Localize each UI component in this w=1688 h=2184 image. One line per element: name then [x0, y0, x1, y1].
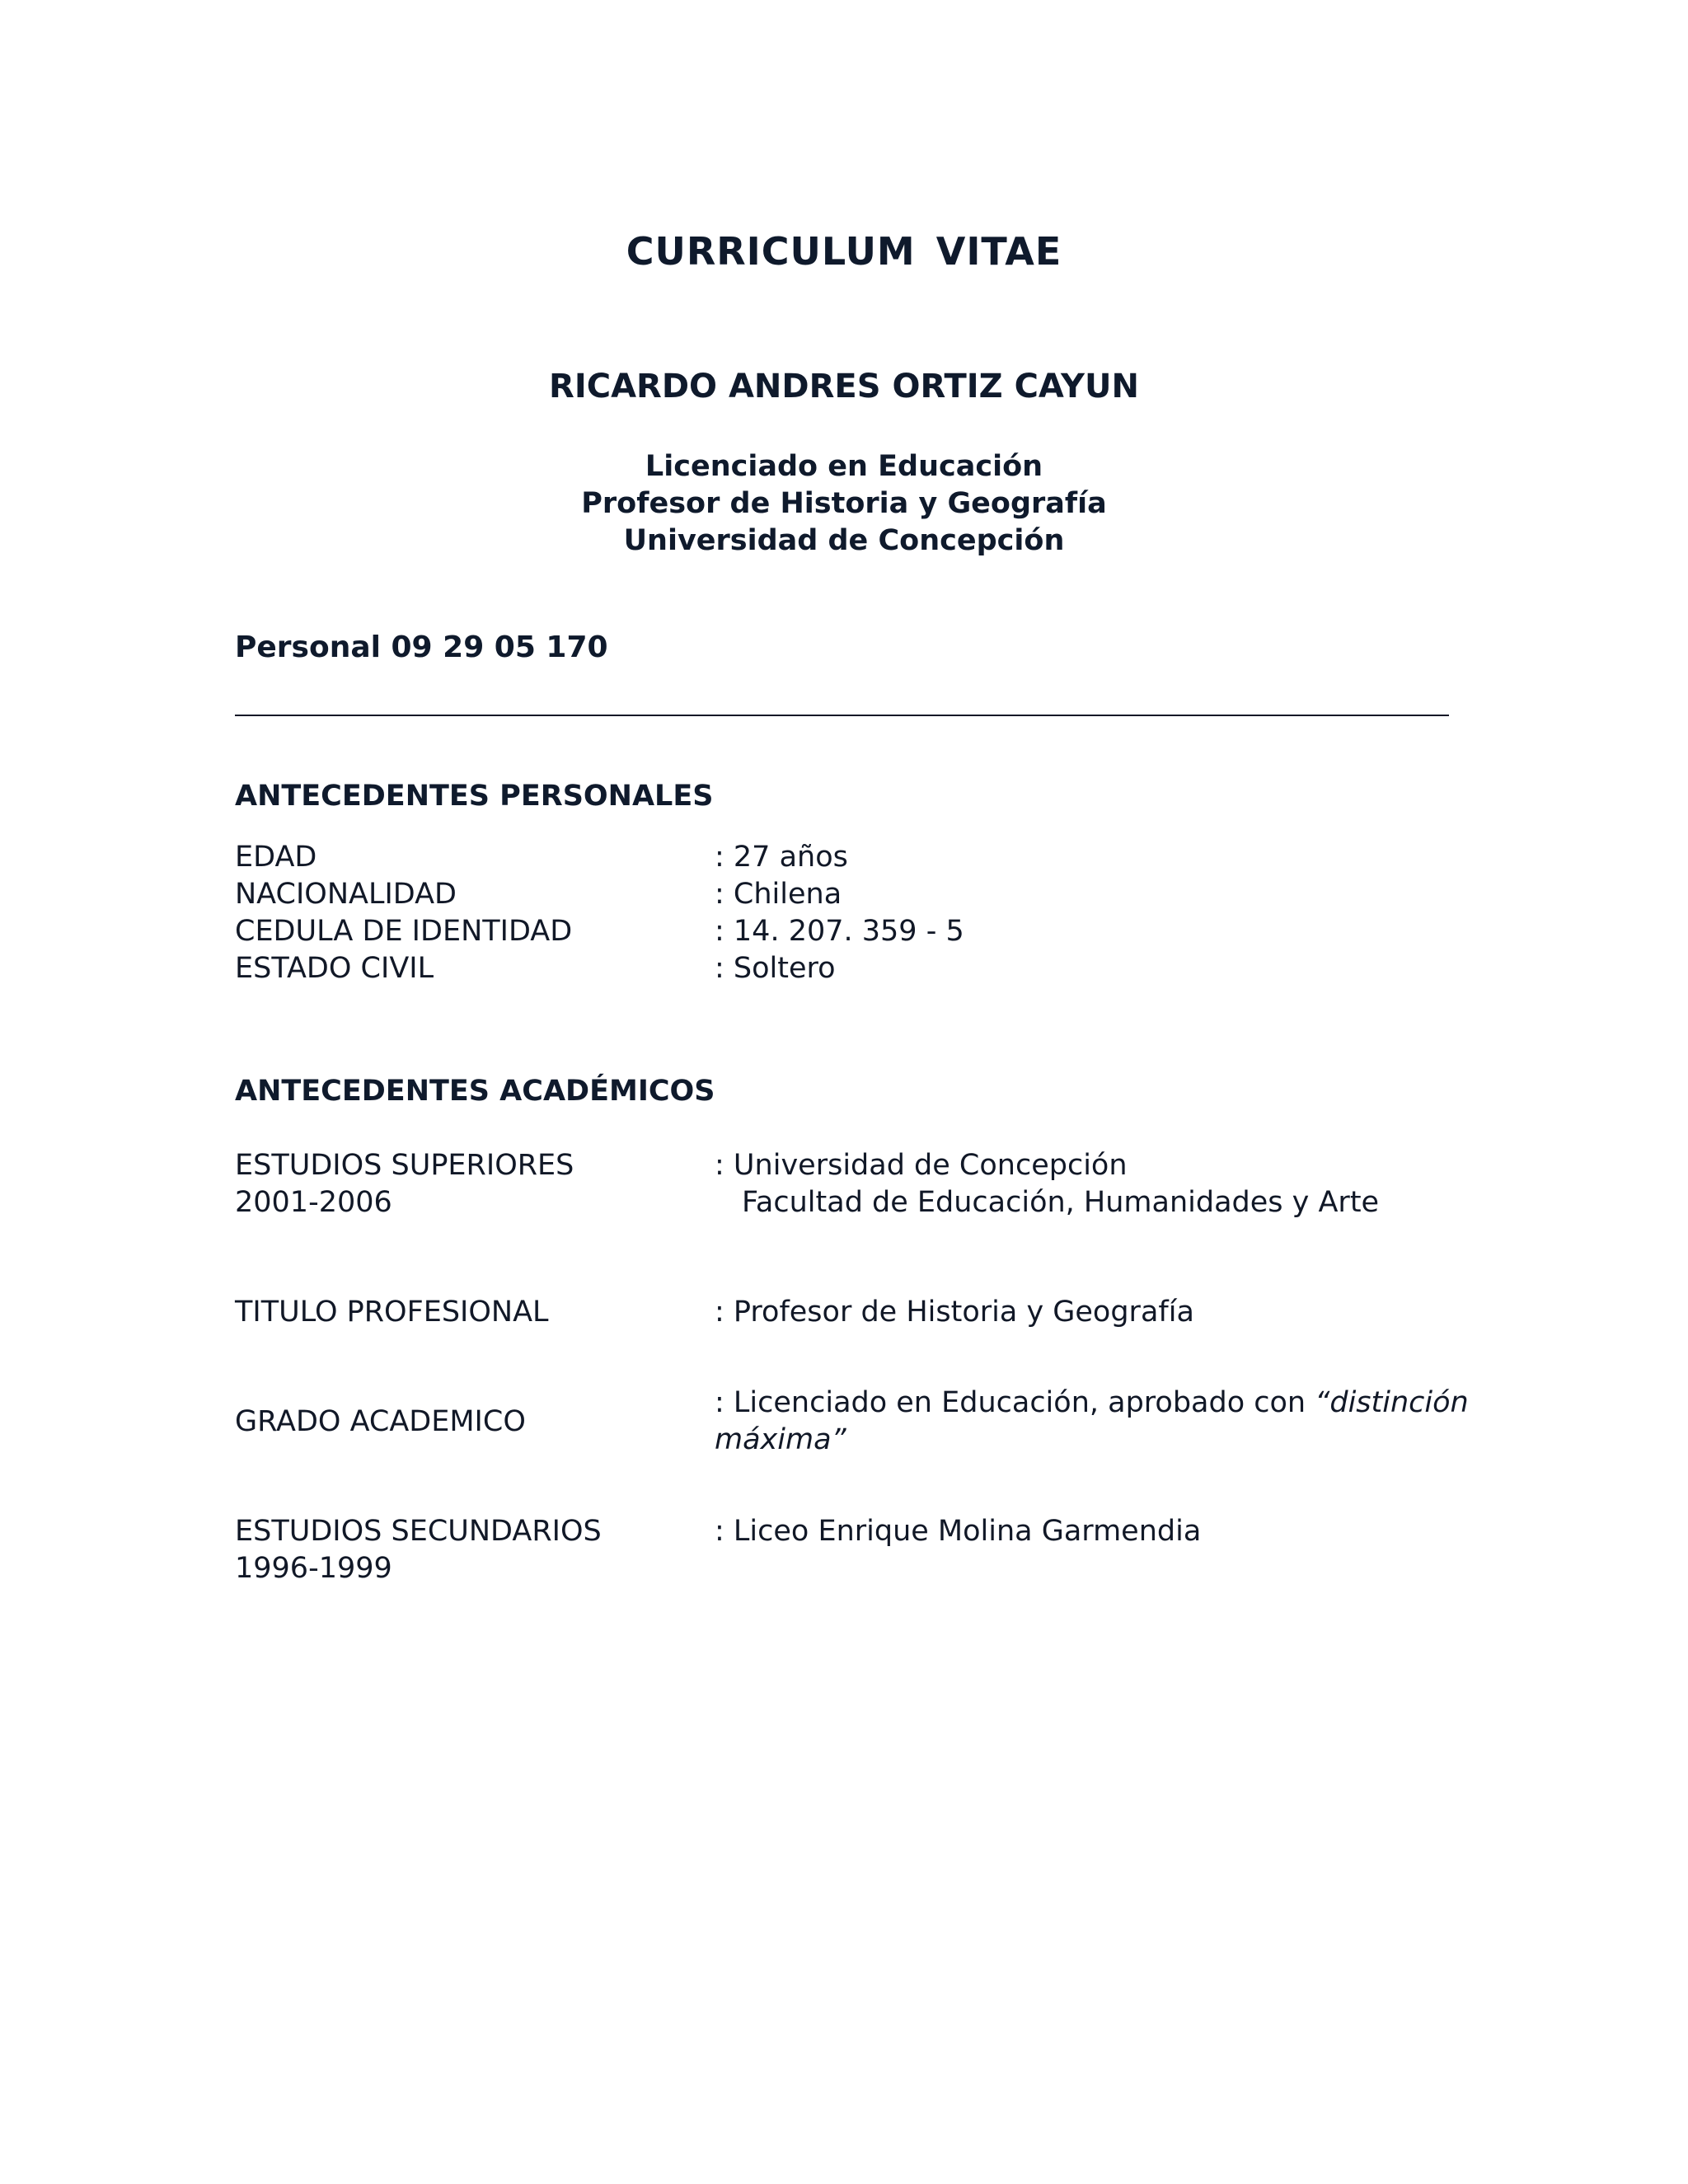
label-estado-civil: ESTADO CIVIL: [235, 952, 434, 985]
grado-text: : Licenciado en Educación, aprobado con: [715, 1386, 1315, 1419]
university-line: Universidad de Concepción: [623, 524, 1065, 557]
document-title: CURRICULUM VITAE: [626, 229, 1062, 274]
label-estudios-superiores: ESTUDIOS SUPERIORES: [235, 1149, 574, 1182]
label-grado-academico: GRADO ACADEMICO: [235, 1405, 526, 1438]
profession-line: Profesor de Historia y Geografía: [581, 487, 1107, 520]
grado-distinction: “distinción: [1315, 1386, 1469, 1419]
label-nacionalidad: NACIONALIDAD: [235, 878, 457, 911]
value-cedula: : 14. 207. 359 - 5: [715, 915, 964, 948]
section-heading-personal: ANTECEDENTES PERSONALES: [235, 780, 714, 813]
value-grado-academico: [715, 1385, 1469, 1422]
value-estado-civil: : Soltero: [715, 952, 836, 985]
phone-number: Personal 09 29 05 170: [235, 630, 608, 664]
years-estudios-superiores: 2001-2006: [235, 1186, 392, 1219]
degree-line: Licenciado en Educación: [645, 450, 1043, 483]
value-estudios-superiores-faculty: Facultad de Educación, Humanidades y Arte: [742, 1186, 1380, 1219]
value-edad: : 27 años: [715, 841, 848, 874]
years-estudios-secundarios: 1996-1999: [235, 1552, 392, 1585]
value-estudios-secundarios: : Liceo Enrique Molina Garmendia: [715, 1515, 1202, 1548]
value-estudios-superiores: : Universidad de Concepción: [715, 1149, 1128, 1182]
label-edad: EDAD: [235, 841, 317, 874]
label-cedula: CEDULA DE IDENTIDAD: [235, 915, 573, 948]
value-titulo-profesional: : Profesor de Historia y Geografía: [715, 1296, 1194, 1329]
label-estudios-secundarios: ESTUDIOS SECUNDARIOS: [235, 1515, 602, 1548]
value-grado-academico-line2: máxima”: [715, 1423, 846, 1456]
label-titulo-profesional: TITULO PROFESIONAL: [235, 1296, 549, 1329]
value-nacionalidad: : Chilena: [715, 878, 842, 911]
horizontal-divider: [235, 715, 1449, 716]
section-heading-academic: ANTECEDENTES ACADÉMICOS: [235, 1075, 715, 1108]
full-name: RICARDO ANDRES ORTIZ CAYUN: [549, 368, 1139, 405]
